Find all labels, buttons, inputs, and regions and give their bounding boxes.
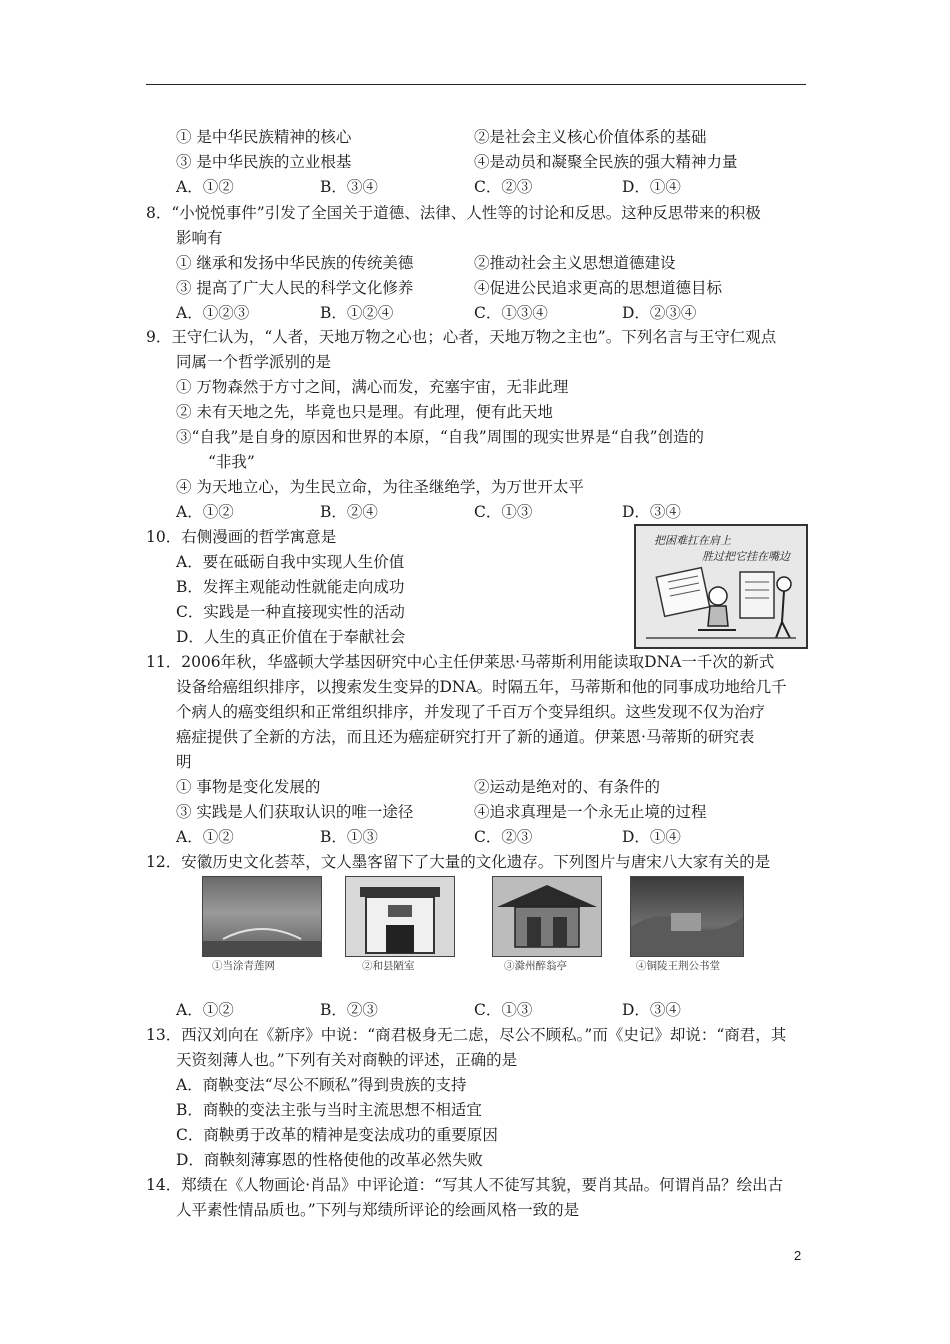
q7-choice-d: D．①④: [622, 178, 681, 196]
q10-choice-b: B．发挥主观能动性就能走向成功: [176, 578, 405, 596]
q7-option-2: ②是社会主义核心价值体系的基础: [474, 128, 707, 146]
q9-option-2: ② 未有天地之先，毕竟也只是理。有此理，便有此天地: [176, 403, 553, 421]
header-rule: [146, 84, 806, 85]
q11-option-4: ④追求真理是一个永无止境的过程: [474, 803, 707, 821]
q7-option-1: ① 是中华民族精神的核心: [176, 128, 352, 146]
photo-loushi: [345, 876, 455, 957]
q7-choice-a: A．①②: [176, 178, 234, 196]
q9-option-3b: “非我”: [208, 453, 255, 471]
q7-option-3: ③ 是中华民族的立业根基: [176, 153, 352, 171]
q8-stem-line2: 影响有: [176, 229, 223, 247]
q11-option-2: ②运动是绝对的、有条件的: [474, 778, 661, 796]
photo-qinglian-drawing: [203, 877, 321, 956]
q9-stem-line2: 同属一个哲学派别的是: [176, 353, 332, 371]
q13-choice-d: D．商鞅刻薄寡恩的性格使他的改革必然失败: [176, 1151, 483, 1169]
q14-stem-line1: 14．郑绩在《人物画论·肖品》中评论道：“写其人不徒写其貌，要肖其品。何谓肖品？绘出古: [146, 1176, 784, 1194]
photo-caption-3: ③滁州醉翁亭: [504, 960, 567, 972]
photo-loushi-drawing: [346, 877, 454, 956]
q9-choice-b: B．②④: [320, 503, 378, 521]
q11-stem-line1: 11．2006年秋，华盛顿大学基因研究中心主任伊莱思·马蒂斯利用能读取DNA一千次的新式: [146, 653, 775, 671]
cartoon-drawing: [636, 526, 806, 647]
q8-option-2: ②推动社会主义思想道德建设: [474, 254, 676, 272]
q11-option-3: ③ 实践是人们获取认识的唯一途径: [176, 803, 414, 821]
q10-stem: 10．右侧漫画的哲学寓意是: [146, 528, 337, 546]
q11-stem-line2: 设备给癌组织排序，以搜索发生变异的DNA。时隔五年，马蒂斯和他的同事成功地给几千: [176, 678, 787, 696]
q9-option-4: ④ 为天地立心，为生民立命，为往圣继绝学，为万世开太平: [176, 478, 584, 496]
q7-choice-c: C．②③: [474, 178, 533, 196]
q14-stem-line2: 人平素性情品质也。”下列与郑绩所评论的绘画风格一致的是: [176, 1201, 580, 1219]
q9-stem-line1: 9．王守仁认为，“人者，天地万物之心也；心者，天地万物之主也”。下列名言与王守仁观点: [146, 328, 777, 346]
q12-choice-a: A．①②: [176, 1001, 234, 1019]
photo-wangjinggong: [630, 876, 744, 957]
q11-choice-a: A．①②: [176, 828, 234, 846]
q8-option-4: ④促进公民追求更高的思想道德目标: [474, 279, 723, 297]
q9-choice-a: A．①②: [176, 503, 234, 521]
q11-stem-line4: 癌症提供了全新的方法，而且还为癌症研究打开了新的通道。伊莱恩·马蒂斯的研究表: [176, 728, 755, 746]
q10-choice-c: C．实践是一种直接现实性的活动: [176, 603, 405, 621]
q7-choice-b: B．③④: [320, 178, 378, 196]
q11-option-1: ① 事物是变化发展的: [176, 778, 321, 796]
page-number: 2: [794, 1248, 802, 1263]
q13-stem-line1: 13．西汉刘向在《新序》中说：“商君极身无二虑，尽公不顾私。”而《史记》却说：“商君，其: [146, 1026, 787, 1044]
q12-stem: 12．安徽历史文化荟萃，文人墨客留下了大量的文化遗存。下列图片与唐宋八大家有关的是: [146, 853, 771, 871]
q9-option-3a: ③“自我”是自身的原因和世界的本原，“自我”周围的现实世界是“自我”创造的: [176, 428, 705, 446]
q12-choice-c: C．①③: [474, 1001, 533, 1019]
q11-choice-c: C．②③: [474, 828, 533, 846]
q10-cartoon: [634, 524, 808, 649]
photo-zuiweng: [492, 876, 602, 957]
photo-caption-2: ②和县陋室: [362, 960, 415, 972]
q11-choice-d: D．①④: [622, 828, 681, 846]
q9-option-1: ① 万物森然于方寸之间，满心而发，充塞宇宙，无非此理: [176, 378, 569, 396]
q12-choice-b: B．②③: [320, 1001, 378, 1019]
q8-option-1: ① 继承和发扬中华民族的传统美德: [176, 254, 414, 272]
q8-option-3: ③ 提高了广大人民的科学文化修养: [176, 279, 414, 297]
q10-choice-a: A．要在砥砺自我中实现人生价值: [176, 553, 405, 571]
q12-choice-d: D．③④: [622, 1001, 681, 1019]
q10-choice-d: D．人生的真正价值在于奉献社会: [176, 628, 406, 646]
cartoon-caption-1: 把困难扛在肩上: [654, 534, 731, 547]
cartoon-caption-2: 胜过把它挂在嘴边: [702, 550, 790, 563]
photo-qinglian: [202, 876, 322, 957]
photo-caption-1: ①当涂青莲网: [212, 960, 275, 972]
q11-stem-line5: 明: [176, 753, 192, 771]
q8-stem-line1: 8．“小悦悦事件”引发了全国关于道德、法律、人性等的讨论和反思。这种反思带来的积极: [146, 204, 761, 222]
q8-choice-b: B．①②④: [320, 304, 394, 322]
q13-choice-b: B．商鞅的变法主张与当时主流思想不相适宜: [176, 1101, 482, 1119]
q8-choice-c: C．①③④: [474, 304, 548, 322]
q13-stem-line2: 天资刻薄人也。”下列有关对商鞅的评述，正确的是: [176, 1051, 518, 1069]
q9-choice-d: D．③④: [622, 503, 681, 521]
q7-option-4: ④是动员和凝聚全民族的强大精神力量: [474, 153, 738, 171]
q13-choice-c: C．商鞅勇于改革的精神是变法成功的重要原因: [176, 1126, 498, 1144]
photo-wangjinggong-drawing: [631, 877, 743, 956]
q11-choice-b: B．①③: [320, 828, 378, 846]
photo-zuiweng-drawing: [493, 877, 601, 956]
q8-choice-a: A．①②③: [176, 304, 250, 322]
photo-caption-4: ④铜陵王荆公书堂: [636, 960, 720, 972]
q8-choice-d: D．②③④: [622, 304, 697, 322]
q11-stem-line3: 个病人的癌变组织和正常组织排序，并发现了千百万个变异组织。这些发现不仅为治疗: [176, 703, 766, 721]
q13-choice-a: A．商鞅变法“尽公不顾私”得到贵族的支持: [176, 1076, 467, 1094]
q9-choice-c: C．①③: [474, 503, 533, 521]
